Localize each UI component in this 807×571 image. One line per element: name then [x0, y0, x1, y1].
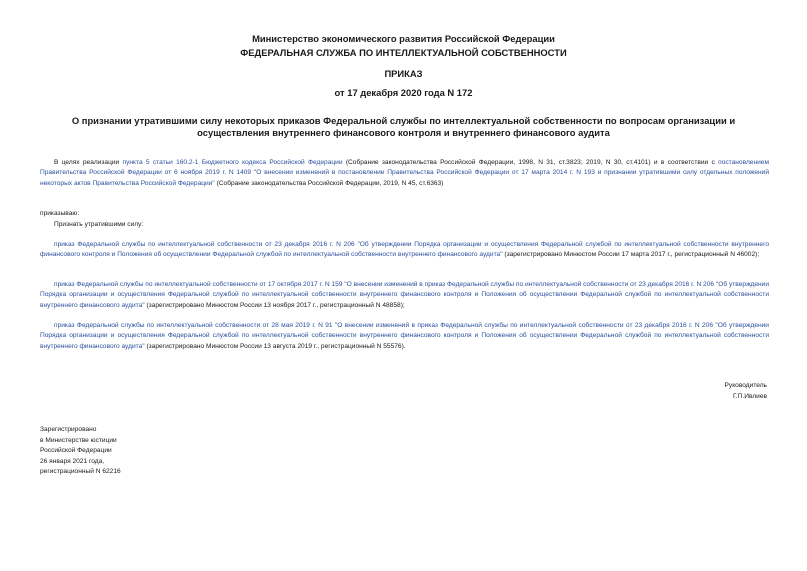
revoked-order-item — [40, 321, 769, 352]
revoked-order-link[interactable]: приказ Федеральной службы по интеллектуальной собственности от 23 декабря 2016 г. N 206 "Об утверждении Порядка организации и осуществления Федеральной службой по интеллектуальной собственности внутреннего финансового контроля и Положения об осуществлении Федеральной службой по интеллектуальной собственности внутреннего финансового аудита" — [40, 241, 769, 259]
preamble-paragraph — [40, 158, 769, 189]
signer-name: Г.П.Ивлиев — [733, 393, 767, 400]
service-heading: ФЕДЕРАЛЬНАЯ СЛУЖБА ПО ИНТЕЛЛЕКТУАЛЬНОЙ СОБСТВЕННОСТИ — [240, 47, 567, 58]
revoked-order-item — [40, 240, 769, 261]
revoke-statement: Признать утратившими силу: — [54, 221, 144, 228]
preamble-text-2: (Собрание законодательства Российской Федерации, 1998, N 31, ст.3823; 2019, N 30, ст.4101) и в соответствии с — [342, 159, 719, 166]
revoked-order-registration: (зарегистрировано Минюстом России 13 августа 2019 г., регистрационный N 55576). — [144, 342, 406, 350]
budget-code-link[interactable]: пункта 5 статьи 160.2-1 Бюджетного кодекса Российской Федерации — [122, 159, 343, 166]
revoked-order-link[interactable]: приказ Федеральной службы по интеллектуальной собственности от 28 мая 2019 г. N 91 "О внесении изменений в приказ Федеральной службы по интеллектуальной собственности от 23 декабря 2016 г. N 206 "Об утверждении Порядка организации и осуществления Федеральной службой по интеллектуальной собственности внутреннего финансового контроля и Положения об осуществлении Федеральной службой по интеллектуальной собственности внутреннего финансового аудита" — [40, 322, 769, 350]
revoked-order-link[interactable]: приказ Федеральной службы по интеллектуальной собственности от 17 октября 2017 г. N 159 "О внесении изменений в приказ Федеральной службы по интеллектуальной собственности от 23 декабря 2016 г. N 206 "Об утверждении Порядка организации и осуществления Федеральной службой по интеллектуальной собственности внутреннего финансового контроля и Положения об осуществлении Федеральной службой по интеллектуальной собственности внутреннего финансового аудита" — [40, 281, 769, 309]
signer-position: Руководитель — [724, 382, 767, 389]
document-title: О признании утратившими силу некоторых приказов Федеральной службы по интеллектуальной собственности по вопросам организации и осуществления внутреннего финансового контроля и внутреннего финансового аудита — [71, 115, 736, 138]
registration-line: в Министерстве юстиции — [40, 436, 117, 444]
registration-number: регистрационный N 62216 — [40, 468, 121, 475]
revoked-order-item — [40, 280, 769, 311]
government-resolution-link[interactable]: постановлением Правительства Российской Федерации от 6 ноября 2019 г. N 1409 "О внесении изменений в постановление Правительства Российской Федерации от 17 марта 2014 г. N 193 и признании утратившими силу отдельных положений некоторых актов Правительства Российской Федерации" — [40, 159, 769, 187]
registration-date: 26 января 2021 года, — [40, 457, 105, 465]
date-number-heading: от 17 декабря 2020 года N 172 — [334, 87, 473, 98]
preamble-text-3: (Собрание законодательства Российской Федерации, 2019, N 45, ст.6363) — [214, 179, 444, 187]
registration-line: Зарегистрировано — [40, 426, 97, 433]
registration-line: Российской Федерации — [40, 447, 112, 454]
ministry-heading: Министерство экономического развития Российской Федерации — [252, 33, 555, 44]
doc-type-heading: ПРИКАЗ — [384, 68, 423, 79]
revoked-order-registration: (зарегистрировано Минюстом России 17 марта 2017 г., регистрационный N 46002); — [502, 251, 760, 259]
order-word: приказываю: — [40, 210, 80, 217]
preamble-text-1: В целях реализации — [54, 159, 123, 166]
revoked-order-registration: (зарегистрировано Минюстом России 13 ноября 2017 г., регистрационный N 48858); — [144, 301, 405, 309]
